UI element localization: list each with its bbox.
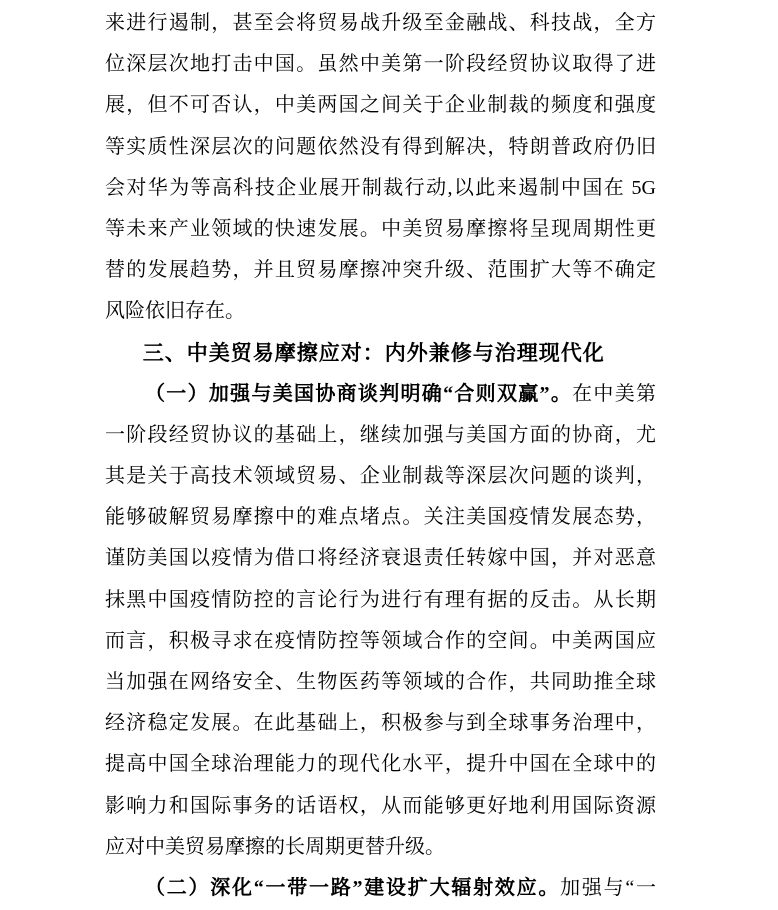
text-line: 提高中国全球治理能力的现代化水平，提升中国在全球中的 — [105, 753, 656, 776]
body-run: 在中美第 — [572, 382, 656, 405]
paragraph-1 — [105, 3, 656, 333]
text-line: 影响力和国际事务的话语权，从而能够更好地利用国际资源 — [105, 794, 656, 817]
text-line: 应对中美贸易摩擦的长周期更替升级。 — [105, 835, 445, 858]
text-line: 等实质性深层次的问题依然没有得到解决，特朗普政府仍旧 — [105, 135, 656, 158]
lead-bold-run: （二）深化“一带一路”建设扩大辐射效应。 — [145, 876, 561, 899]
text-line: 当加强在网络安全、生物医药等领域的合作，共同助推全球 — [105, 671, 656, 693]
body-run: 加强与“一 — [560, 876, 656, 899]
text-line: 会对华为等高科技企业展开制裁行动,以此来遏制中国在 5G — [105, 176, 656, 199]
text-line: 其是关于高技术领域贸易、企业制裁等深层次问题的谈判， — [105, 465, 656, 488]
text-line: 替的发展趋势，并且贸易摩擦冲突升级、范围扩大等不确定 — [105, 259, 656, 282]
paragraph-3 — [105, 868, 656, 909]
text-line: 抹黑中国疫情防控的言论行为进行有理有据的反击。从长期 — [105, 588, 656, 611]
text-line: 展，但不可否认，中美两国之间关于企业制裁的频度和强度 — [105, 94, 656, 117]
text-line: 而言，积极寻求在疫情防控等领域合作的空间。中美两国应 — [105, 629, 656, 652]
text-line: 风险依旧存在。 — [105, 300, 245, 323]
text-line: 经济稳定发展。在此基础上，积极参与到全球事务治理中， — [105, 712, 656, 735]
text-line: 能够破解贸易摩擦中的难点堵点。关注美国疫情发展态势， — [105, 506, 656, 529]
section-heading: 三、中美贸易摩擦应对：内外兼修与治理现代化 — [142, 341, 605, 365]
text-line — [105, 868, 656, 909]
text-line: 等未来产业领域的快速发展。中美贸易摩擦将呈现周期性更 — [105, 217, 656, 240]
lead-bold-run: （一）加强与美国协商谈判明确“合则双赢”。 — [145, 382, 573, 405]
text-line — [105, 374, 656, 415]
paragraph-2 — [105, 374, 656, 868]
text-line: 位深层次地打击中国。虽然中美第一阶段经贸协议取得了进 — [105, 53, 656, 76]
text-line: 来进行遏制，甚至会将贸易战升级至金融战、科技战，全方 — [105, 12, 656, 34]
text-line: 谨防美国以疫情为借口将经济衰退责任转嫁中国，并对恶意 — [105, 547, 656, 570]
text-line: 一阶段经贸协议的基础上，继续加强与美国方面的协商，尤 — [105, 423, 656, 446]
